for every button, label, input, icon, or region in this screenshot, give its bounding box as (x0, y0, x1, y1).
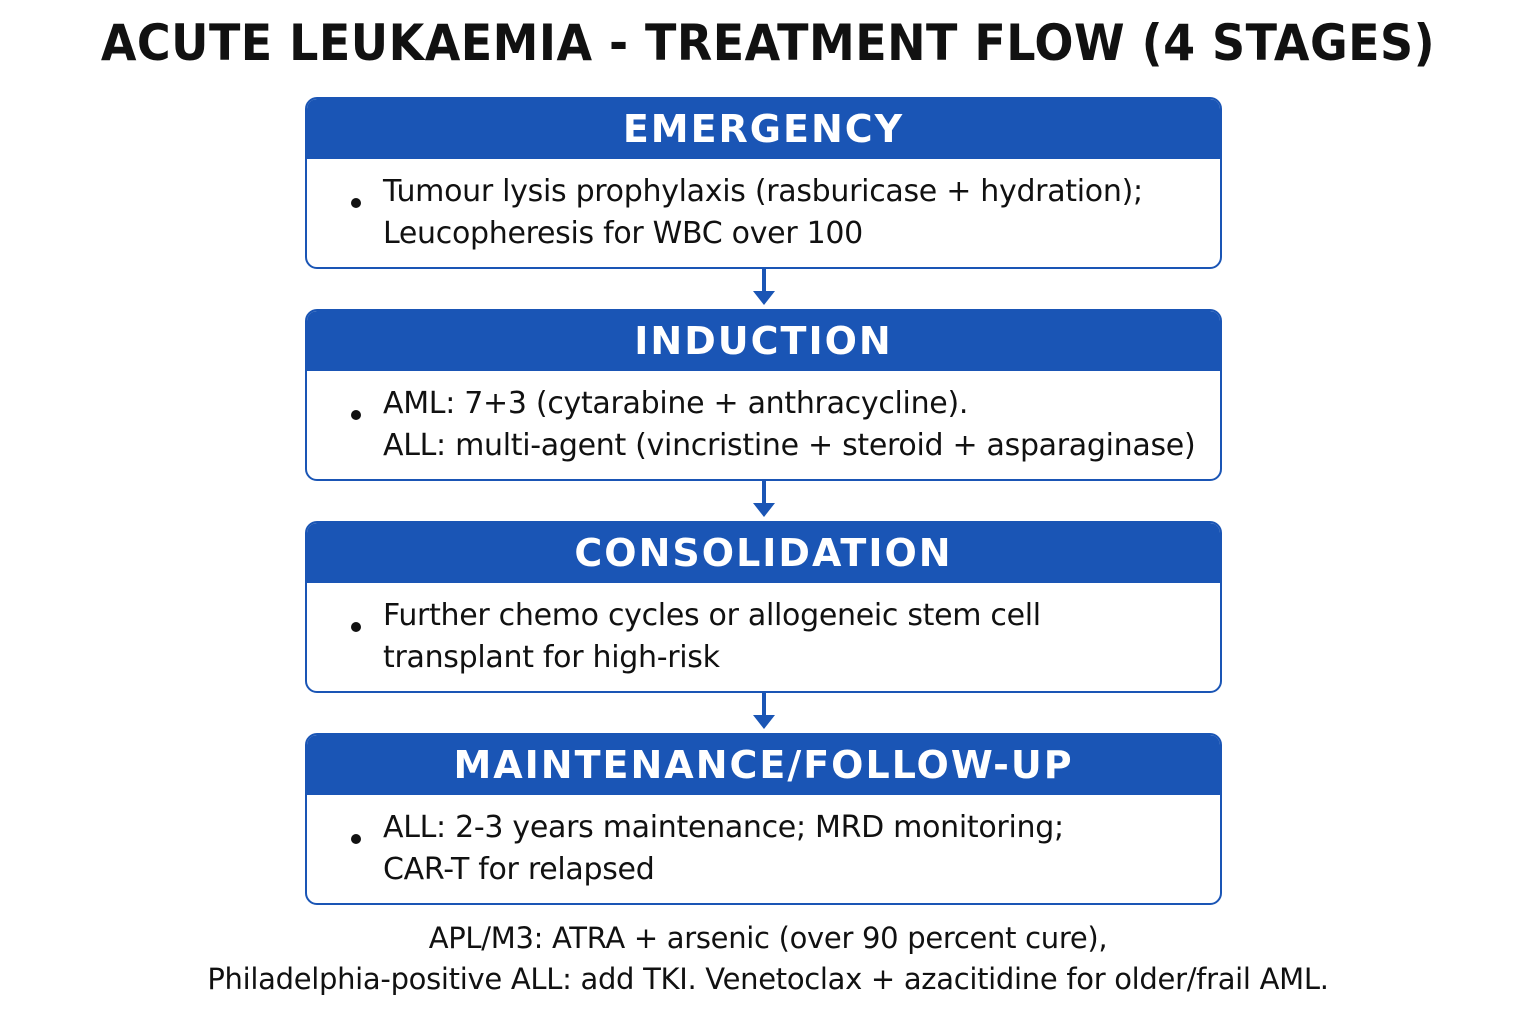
stage-line: transplant for high-risk (383, 640, 720, 675)
stage-heading: EMERGENCY (307, 99, 1220, 159)
stage-heading: CONSOLIDATION (307, 523, 1220, 583)
stage-line: Leucopheresis for WBC over 100 (383, 216, 863, 251)
stage-maintenance (305, 733, 1222, 905)
flow-connector (305, 269, 1222, 309)
bullet-icon (351, 622, 361, 632)
stage-heading: MAINTENANCE/FOLLOW-UP (307, 735, 1220, 795)
footnote (0, 918, 1536, 1000)
stage-consolidation (305, 521, 1222, 693)
stage-line: AML: 7+3 (cytarabine + anthracycline). (383, 386, 969, 421)
stage-line: ALL: 2-3 years maintenance; MRD monitoring; (383, 810, 1064, 845)
stage-body (307, 795, 1220, 903)
stage-text (383, 171, 1143, 255)
stage-body (307, 371, 1220, 479)
stage-emergency (305, 97, 1222, 269)
stage-line: CAR-T for relapsed (383, 852, 655, 887)
stage-induction (305, 309, 1222, 481)
arrow-down-icon (752, 481, 776, 521)
treatment-flow (305, 97, 1226, 905)
stage-heading: INDUCTION (307, 311, 1220, 371)
stage-text (383, 595, 1041, 679)
stage-text (383, 807, 1064, 891)
diagram-title: ACUTE LEUKAEMIA - TREATMENT FLOW (4 STAGES) (100, 14, 1436, 72)
stage-line: ALL: multi-agent (vincristine + steroid + asparaginase) (383, 428, 1196, 463)
bullet-icon (351, 834, 361, 844)
stage-body (307, 159, 1220, 267)
flow-connector (305, 481, 1222, 521)
stage-body (307, 583, 1220, 691)
stage-line: Tumour lysis prophylaxis (rasburicase + hydration); (383, 174, 1143, 209)
stage-line: Further chemo cycles or allogeneic stem cell (383, 598, 1041, 633)
footnote-line: Philadelphia-positive ALL: add TKI. Venetoclax + azacitidine for older/frail AML. (207, 962, 1329, 996)
footnote-line: APL/M3: ATRA + arsenic (over 90 percent cure), (428, 921, 1108, 955)
arrow-down-icon (752, 269, 776, 309)
flow-connector (305, 693, 1222, 733)
arrow-down-icon (752, 693, 776, 733)
bullet-icon (351, 198, 361, 208)
bullet-icon (351, 410, 361, 420)
stage-text (383, 383, 1195, 467)
